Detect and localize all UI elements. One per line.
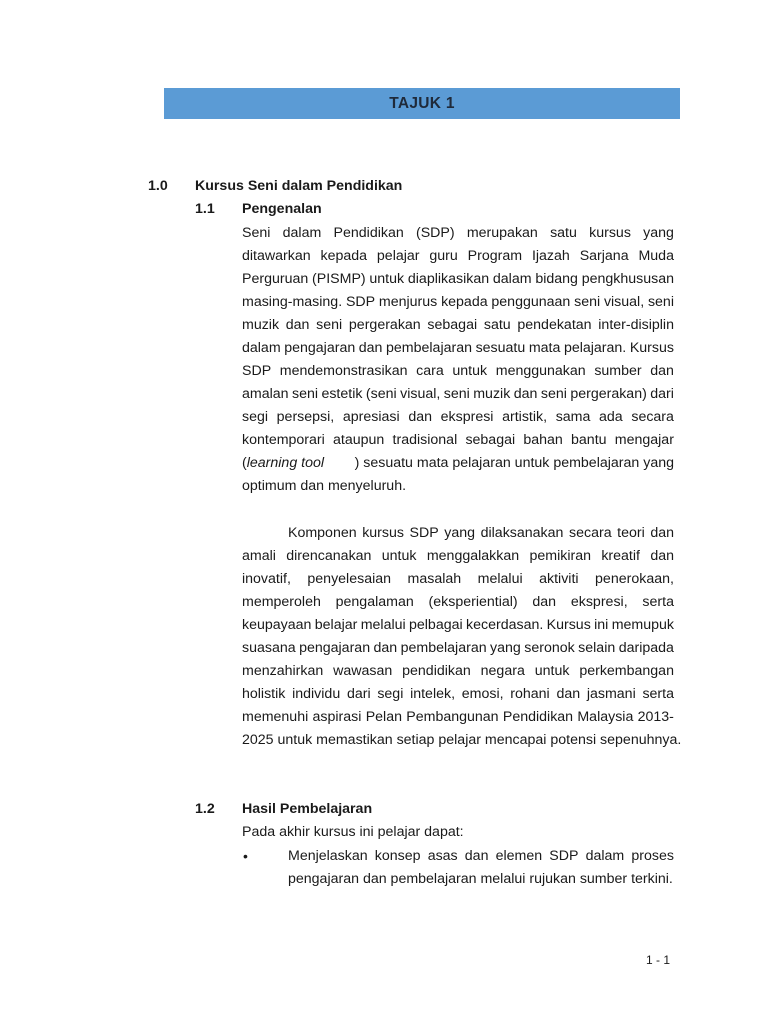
list-line: Menjelaskan konsep asas dan elemen SDP dalam proses bbox=[288, 848, 674, 864]
subsection-number: 1.2 bbox=[195, 801, 215, 817]
paragraph-line: Komponen kursus SDP yang dilaksanakan secara teori dan bbox=[288, 525, 674, 541]
subsection-title: Hasil Pembelajaran bbox=[242, 801, 373, 817]
paragraph-line: holistik individu dari segi intelek, emosi, rohani dan jasmani serta bbox=[242, 686, 674, 702]
paragraph-line: memperoleh pengalaman (eksperiential) dan ekspresi, serta bbox=[242, 594, 674, 610]
paragraph-line: optimum dan menyeluruh. bbox=[242, 478, 407, 494]
section-title: Kursus Seni dalam Pendidikan bbox=[195, 178, 403, 194]
page-number: 1 - 1 bbox=[646, 953, 671, 967]
paragraph-line: suasana pengajaran dan pembelajaran yang seronok selain daripada bbox=[242, 640, 674, 656]
bullet-icon: • bbox=[243, 848, 248, 864]
paragraph-line: 2025 untuk memastikan setiap pelajar mencapai potensi sepenuhnya. bbox=[242, 732, 682, 748]
paragraph-line: kontemporari ataupun tradisional sebagai bahan bantu mengajar bbox=[242, 432, 674, 448]
paragraph-line: muzik dan seni pergerakan sebagai satu pendekatan inter-disiplin bbox=[242, 317, 674, 333]
paragraph-line: (learning tool ) sesuatu mata pelajaran untuk pembelajaran yang bbox=[242, 455, 674, 471]
paragraph-line: segi persepsi, apresiasi dan ekspresi artistik, sama ada secara bbox=[242, 409, 674, 425]
paragraph-line: Seni dalam Pendidikan (SDP) merupakan satu kursus yang bbox=[242, 225, 674, 241]
paragraph-line: ditawarkan kepada pelajar guru Program Ijazah Sarjana Muda bbox=[242, 248, 674, 264]
paragraph-line: SDP mendemonstrasikan cara untuk menggunakan sumber dan bbox=[242, 363, 674, 379]
paragraph-line: memenuhi aspirasi Pelan Pembangunan Pendidikan Malaysia 2013- bbox=[242, 709, 674, 725]
outcomes-intro: Pada akhir kursus ini pelajar dapat: bbox=[242, 824, 464, 840]
paragraph-line: inovatif, penyelesaian masalah melalui aktiviti penerokaan, bbox=[242, 571, 674, 587]
list-line: pengajaran dan pembelajaran melalui rujukan sumber terkini. bbox=[288, 871, 673, 887]
chapter-banner bbox=[164, 88, 680, 119]
subsection-title: Pengenalan bbox=[242, 201, 322, 217]
paragraph-line: Perguruan (PISMP) untuk diaplikasikan dalam bidang pengkhususan bbox=[242, 271, 674, 287]
paragraph-line: amali direncanakan untuk menggalakkan pemikiran kreatif dan bbox=[242, 548, 674, 564]
paragraph-line: menzahirkan wawasan pendidikan negara untuk perkembangan bbox=[242, 663, 674, 679]
paragraph-line: dalam pengajaran dan pembelajaran sesuatu mata pelajaran. Kursus bbox=[242, 340, 674, 356]
paragraph-line: keupayaan belajar melalui pelbagai kecerdasan. Kursus ini memupuk bbox=[242, 617, 674, 633]
subsection-number: 1.1 bbox=[195, 201, 215, 217]
paragraph-line: amalan seni estetik (seni visual, seni muzik dan seni pergerakan) dari bbox=[242, 386, 674, 402]
section-number: 1.0 bbox=[148, 178, 168, 194]
chapter-title: TAJUK 1 bbox=[389, 94, 455, 112]
paragraph-line: masing-masing. SDP menjurus kepada penggunaan seni visual, seni bbox=[242, 294, 674, 310]
